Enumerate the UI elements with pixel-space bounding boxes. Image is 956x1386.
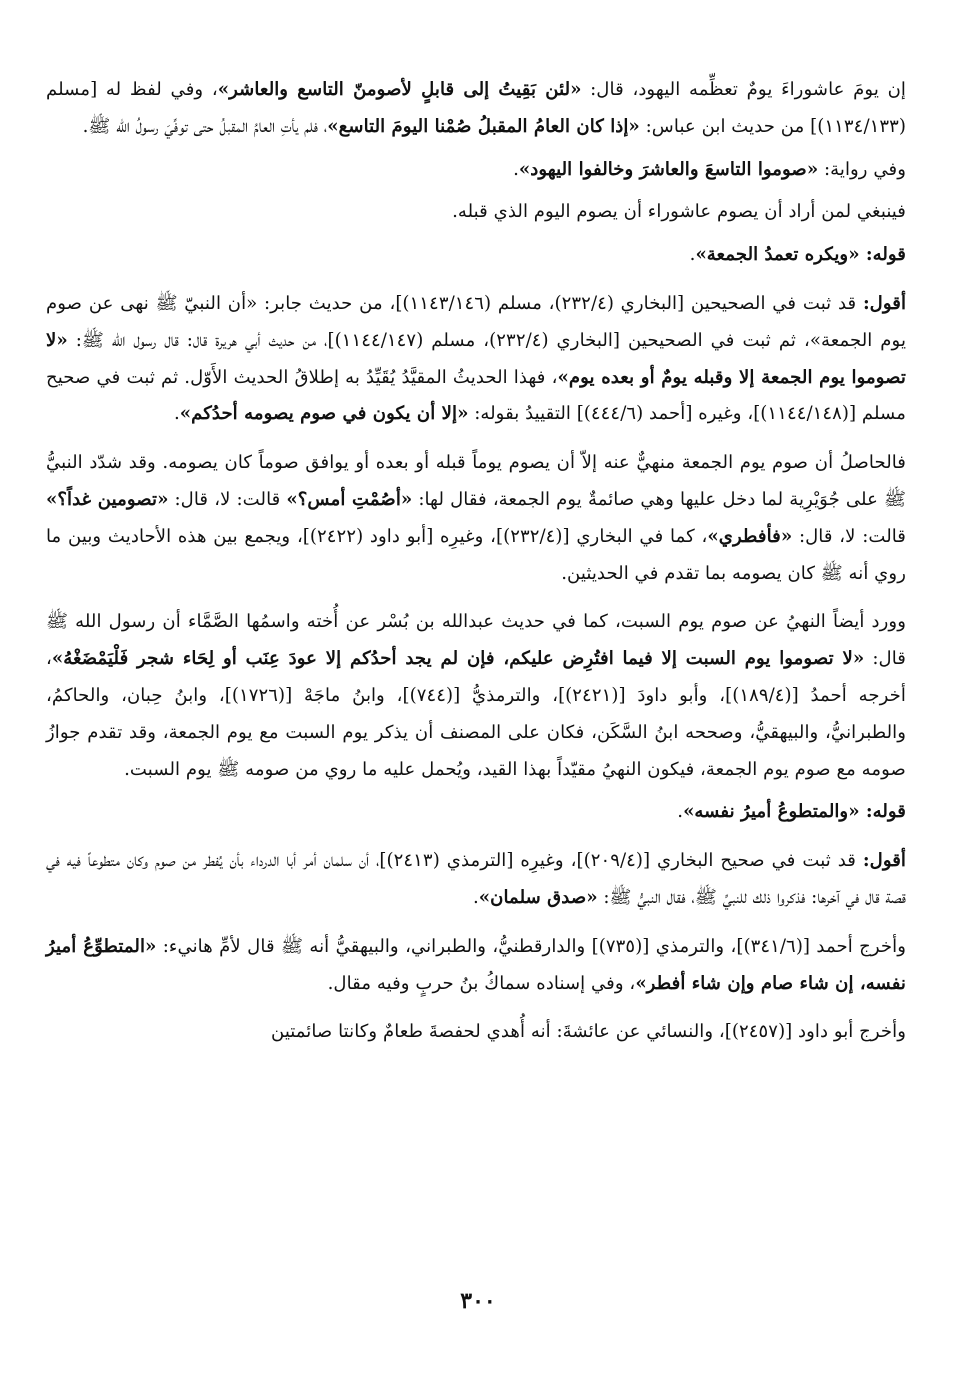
paragraph: أقول: قد ثبت في الصحيحين [البخاري (٢٣٢/٤)، مسلم (١١٤٣/١٤٦)]، من حديث جابر: «أن النبيّ ﷺ نهى عن صوم يوم الجمعة»، ثم ثبت في الصحيحين [البخاري (٢٣٢/٤)، مسلم (١١٤٤/١٤٧)]، من حديث أبي هريرة قال: قال رسول الله ﷺ: «لا تصوموا يوم الجمعة إلا وقبله يومٌ أو بعده يوم»، فهذا الحديثُ المقيَّدُ يُقَيِّدُ به إطلاقُ الحديث الأَوّل. ثم ثبت في صحيح مسلم [(١١٤٤/١٤٨)]، وغيره [أحمد (٤٤٤/٦)] التقييدُ بقوله: «إلا أن يكون في صوم يصومه أحدُكم». xyxy=(46,292,907,425)
section-heading: قوله: «ويكره تعمدُ الجمعة». xyxy=(689,244,906,266)
paragraph: أقول: قد ثبت في صحيح البخاري [(٢٠٩/٤)]، وغيرِه [الترمذي (٢٤١٣)]، أن سلمان أمر أبا الدرداء بأن يُفطر من صوم وكان متطوعاً فيه في قصة قال في آخرها: فذكروا ذلك للنبيِّ ﷺ، فقال النبيُّ ﷺ: «صدق سلمان». xyxy=(46,850,906,908)
paragraph: فالحاصلُ أن صوم يوم الجمعة منهيٌّ عنه إلاّ أن يصوم يوماً قبله أو بعده أو يوافق صوماً كان يصومه. وقد شدّد النبيُّ ﷺ على جُوَيْرِية لما دخل عليها وهي صائمةٌ يوم الجمعة، فقال لها: «أصُمْتِ أمس؟» قالت: لا، قال: «تصومين غداً؟» قالت: لا، قال: «فأفطري»، كما في البخاري [(٢٣٢/٤)]، وغيرِه [أبو داود (٢٤٢٢)]، ويجمع بين هذه الأحاديث وبين ما روي أنه ﷺ كان يصومه بما تقدم في الحديثين. xyxy=(46,452,906,584)
paragraph: وأخرج أحمد [(٣٤١/٦)]، والترمذي [(٧٣٥)] والدارقطنيُّ، والطبراني، والبيهقيُّ أنه ﷺ قال لأمِّ هانيء: «المتطوِّعُ أميرُ نفسه، إن شاء صام وإن شاء أفطر»، وفي إسناده سماكُ بنُ حربٍ وفيه مقال. xyxy=(46,935,906,994)
paragraph: وفي رواية: «صوموا التاسعَ والعاشرَ وخالفوا اليهود». xyxy=(513,158,906,180)
paragraph: فينبغي لمن أراد أن يصوم عاشوراء أن يصوم اليوم الذي قبله. xyxy=(452,201,906,223)
page-number: ٣٠٠ xyxy=(460,1288,496,1314)
body-text xyxy=(46,72,906,1057)
paragraph: إن يومَ عاشوراءَ يومٌ تعظِّمه اليهود، قال: «لئن بَقِيتُ إلى قابلٍ لأصومنّ التاسع والعاشر»، وفي لفظ له [مسلم (١١٣٤/١٣٣)] من حديث ابن عباس: «إذا كان العامُ المقبلُ صُمْنا اليومَ التاسع»، فلم يأتِ العامُ المقبلُ حتى توفِّيَ رسولُ الله ﷺ. xyxy=(46,79,906,137)
paragraph: وورد أيضاً النهيُ عن صوم يوم السبت، كما في حديث عبدالله بن بُسْر عن أُخته واسمُها الصَّمَّاء أن رسول الله ﷺ قال: «لا تصوموا يوم السبت إلا فيما افتُرِض عليكم، فإن لم يجد أحدُكم إلا عودَ عِنَب أو لِحَاء شجر فَلْيَمْضَغْهُ»، أخرجه أحمدُ [(١٨٩/٤)]، وأبو داودَ [(٢٤٢١)]، والترمذيُّ [(٧٤٤)]، وابنُ ماجَهْ [(١٧٢٦)]، وابنُ حِبان، والحاكمُ، والطبرانيُّ، والبيهقيُّ، وصححه ابنُ السَّكَن، فكان على المصنف أن يذكر يوم السبت مع يوم الجمعة، وقد تقدم جوازُ صومه مع صوم يوم الجمعة، فيكون النهيُ مقيّداً بهذا القيد، ويُحمل عليه ما روي من صومه ﷺ يوم السبت. xyxy=(46,611,907,780)
paragraph: وأخرج أبو داود [(٢٤٥٧)]، والنسائي عن عائشةَ: أنه أُهدي لحفصةَ طعامٌ وكانتا صائمتين xyxy=(270,1021,906,1043)
section-heading: قوله: «والمتطوعُ أميرُ نفسه». xyxy=(677,801,906,823)
